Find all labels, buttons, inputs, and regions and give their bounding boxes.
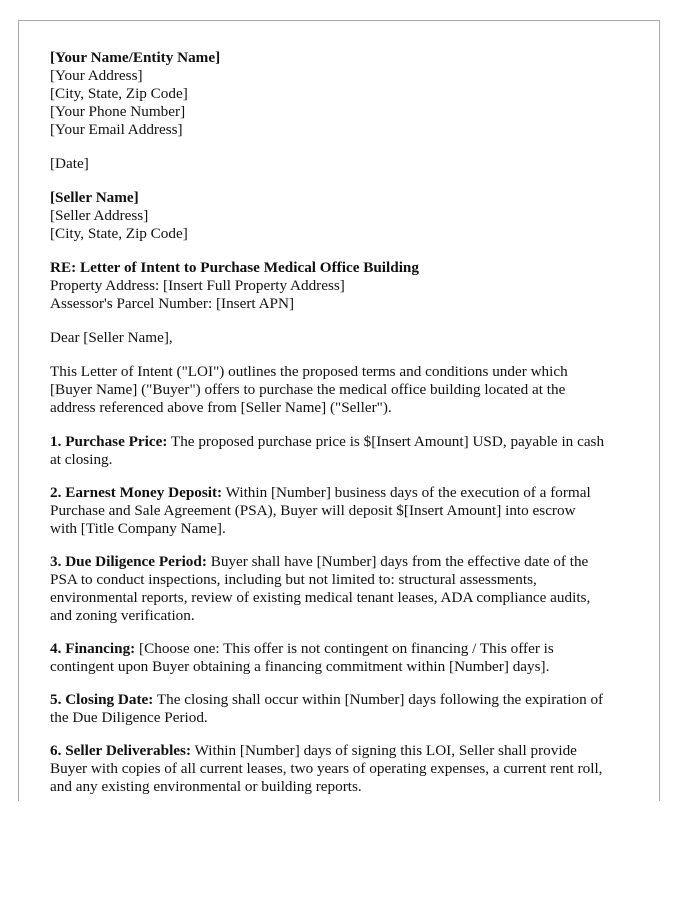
section-heading: 3. Due Diligence Period: bbox=[50, 553, 207, 570]
section-text: environmental reports, review of existing medical tenant leases, ADA compliance audits, bbox=[50, 589, 591, 606]
section-text: PSA to conduct inspections, including but not limited to: structural assessments, bbox=[50, 571, 537, 588]
section-text: The proposed purchase price is $[Insert Amount] USD, payable in cash bbox=[167, 433, 605, 450]
section-heading: 6. Seller Deliverables: bbox=[50, 742, 192, 759]
section-heading: 5. Closing Date: bbox=[50, 691, 154, 708]
sender-city-state-zip: [City, State, Zip Code] bbox=[50, 85, 188, 102]
property-address: Property Address: [Insert Full Property Address] bbox=[50, 277, 345, 294]
section-heading: 1. Purchase Price: bbox=[50, 433, 168, 450]
section-text: contingent upon Buyer obtaining a financing commitment within [Number] days]. bbox=[50, 658, 550, 675]
section-text: Buyer with copies of all current leases, two years of operating expenses, a current rent roll, bbox=[50, 760, 603, 777]
section-heading: 4. Financing: bbox=[50, 640, 136, 657]
sender-block bbox=[50, 49, 646, 139]
recipient-city-state-zip: [City, State, Zip Code] bbox=[50, 225, 188, 242]
sender-name: [Your Name/Entity Name] bbox=[50, 49, 221, 66]
section-text: at closing. bbox=[50, 451, 113, 468]
section-text: [Choose one: This offer is not contingent on financing / This offer is bbox=[135, 640, 554, 657]
recipient-name: [Seller Name] bbox=[50, 189, 139, 206]
intro-paragraph bbox=[50, 363, 646, 417]
section-text: with [Title Company Name]. bbox=[50, 520, 226, 537]
re-block bbox=[50, 259, 646, 313]
recipient-address: [Seller Address] bbox=[50, 207, 149, 224]
sender-phone: [Your Phone Number] bbox=[50, 103, 186, 120]
parcel-number: Assessor's Parcel Number: [Insert APN] bbox=[50, 295, 295, 312]
salutation-block bbox=[50, 329, 646, 347]
section-financing bbox=[50, 640, 646, 676]
section-text: The closing shall occur within [Number] days following the expiration of bbox=[153, 691, 604, 708]
section-purchase-price bbox=[50, 433, 646, 469]
recipient-block bbox=[50, 189, 646, 243]
sender-email: [Your Email Address] bbox=[50, 121, 183, 138]
re-subject: RE: Letter of Intent to Purchase Medical Office Building bbox=[50, 259, 419, 276]
letter-date: [Date] bbox=[50, 155, 89, 172]
section-text: Buyer shall have [Number] days from the effective date of the bbox=[206, 553, 589, 570]
section-text: and zoning verification. bbox=[50, 607, 195, 624]
section-seller-deliverables bbox=[50, 742, 646, 796]
intro-line: [Buyer Name] ("Buyer") offers to purchase the medical office building located at the bbox=[50, 381, 566, 398]
sender-address: [Your Address] bbox=[50, 67, 143, 84]
intro-line: This Letter of Intent ("LOI") outlines the proposed terms and conditions under which bbox=[50, 363, 568, 380]
section-due-diligence bbox=[50, 553, 646, 625]
salutation: Dear [Seller Name], bbox=[50, 329, 173, 346]
section-heading: 2. Earnest Money Deposit: bbox=[50, 484, 223, 501]
section-text: Within [Number] days of signing this LOI, Seller shall provide bbox=[191, 742, 577, 759]
intro-line: address referenced above from [Seller Name] ("Seller"). bbox=[50, 399, 392, 416]
section-earnest-money bbox=[50, 484, 646, 538]
section-text: Within [Number] business days of the execution of a formal bbox=[222, 484, 591, 501]
date-block bbox=[50, 155, 646, 173]
section-text: the Due Diligence Period. bbox=[50, 709, 208, 726]
letter-content bbox=[50, 49, 646, 801]
letter-page bbox=[18, 20, 660, 801]
section-closing-date bbox=[50, 691, 646, 727]
section-text: and any existing environmental or building reports. bbox=[50, 778, 362, 795]
section-text: Purchase and Sale Agreement (PSA), Buyer will deposit $[Insert Amount] into escrow bbox=[50, 502, 576, 519]
